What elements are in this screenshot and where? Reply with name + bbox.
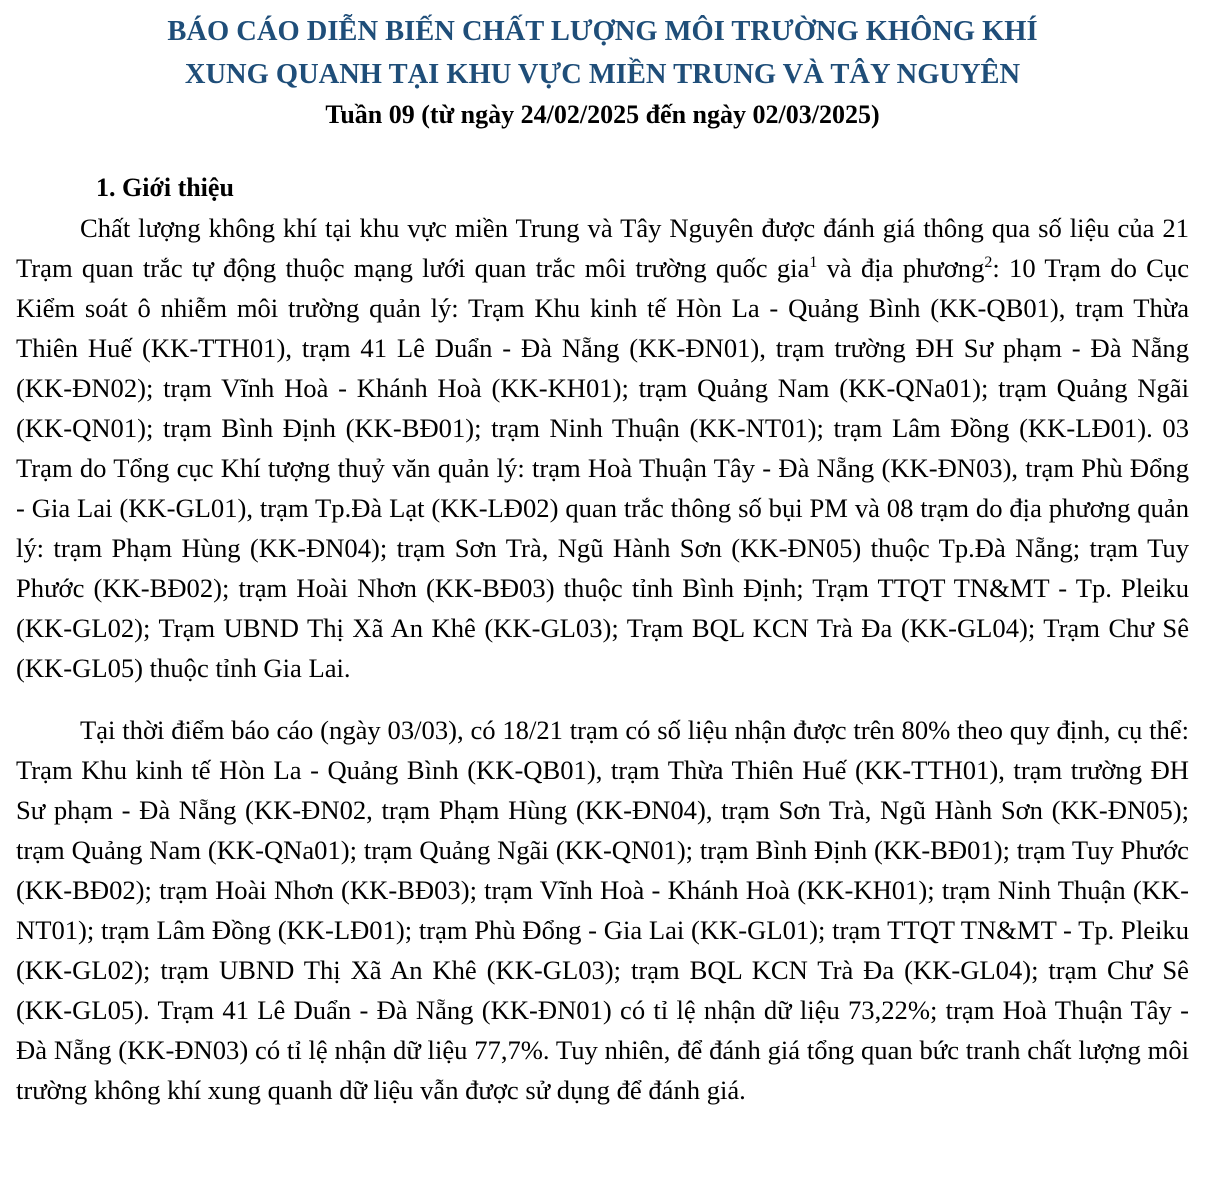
status-paragraph: Tại thời điểm báo cáo (ngày 03/03), có 18/21 trạm có số liệu nhận được trên 80% theo quy định, cụ thể: Trạm Khu kinh tế Hòn La - Quảng Bình (KK-QB01), trạm Thừa Thiên Huế (KK-TTH01), trạm trường ĐH Sư phạm - Đà Nẵng (KK-ĐN02, trạm Phạm Hùng (KK-ĐN04), trạm Sơn Trà, Ngũ Hành Sơn (KK-ĐN05); trạm Quảng Nam (KK-QNa01); trạm Quảng Ngãi (KK-QN01); trạm Bình Định (KK-BĐ01); trạm Tuy Phước (KK-BĐ02); trạm Hoài Nhơn (KK-BĐ03); trạm Vĩnh Hoà - Khánh Hoà (KK-KH01); trạm Ninh Thuận (KK-NT01); trạm Lâm Đồng (KK-LĐ01); trạm Phù Đổng - Gia Lai (KK-GL01); trạm TTQT TN&MT - Tp. Pleiku (KK-GL02); trạm UBND Thị Xã An Khê (KK-GL03); trạm BQL KCN Trà Đa (KK-GL04); trạm Chư Sê (KK-GL05). Trạm 41 Lê Duẩn - Đà Nẵng (KK-ĐN01) có tỉ lệ nhận dữ liệu 73,22%; trạm Hoà Thuận Tây - Đà Nẵng (KK-ĐN03) có tỉ lệ nhận dữ liệu 77,7%. Tuy nhiên, để đánh giá tổng quan bức tranh chất lượng môi trường không khí xung quanh dữ liệu vẫn được sử dụng để đánh giá. xyxy=(16,715,1189,1105)
intro-text-part-1: Chất lượng không khí tại khu vực miền Trung và Tây Nguyên được đánh giá thông qua số liệu của 21 Trạm quan trắc tự động thuộc mạng lưới quan trắc môi trường quốc gia xyxy=(16,213,1189,283)
report-title xyxy=(16,10,1189,96)
intro-text-part-3: : 10 Trạm do Cục Kiểm soát ô nhiễm môi trường quản lý: Trạm Khu kinh tế Hòn La - Quảng Bình (KK-QB01), trạm Thừa Thiên Huế (KK-TTH01), trạm 41 Lê Duẩn - Đà Nẵng (KK-ĐN01), trạm trường ĐH Sư phạm - Đà Nẵng (KK-ĐN02); trạm Vĩnh Hoà - Khánh Hoà (KK-KH01); trạm Quảng Nam (KK-QNa01); trạm Quảng Ngãi (KK-QN01); trạm Bình Định (KK-BĐ01); trạm Ninh Thuận (KK-NT01); trạm Lâm Đồng (KK-LĐ01). 03 Trạm do Tổng cục Khí tượng thuỷ văn quản lý: trạm Hoà Thuận Tây - Đà Nẵng (KK-ĐN03), trạm Phù Đổng - Gia Lai (KK-GL01), trạm Tp.Đà Lạt (KK-LĐ02) quan trắc thông số bụi PM và 08 trạm do địa phương quản lý: trạm Phạm Hùng (KK-ĐN04); trạm Sơn Trà, Ngũ Hành Sơn (KK-ĐN05) thuộc Tp.Đà Nẵng; trạm Tuy Phước (KK-BĐ02); trạm Hoài Nhơn (KK-BĐ03) thuộc tỉnh Bình Định; Trạm TTQT TN&MT - Tp. Pleiku (KK-GL02); Trạm UBND Thị Xã An Khê (KK-GL03); Trạm BQL KCN Trà Đa (KK-GL04); Trạm Chư Sê (KK-GL05) thuộc tỉnh Gia Lai. xyxy=(16,253,1190,683)
report-title-line-1: BÁO CÁO DIỄN BIẾN CHẤT LƯỢNG MÔI TRƯỜNG KHÔNG KHÍ xyxy=(167,16,1038,47)
footnote-ref-2[interactable]: 2 xyxy=(984,254,993,271)
report-title-line-2: XUNG QUANH TẠI KHU VỰC MIỀN TRUNG VÀ TÂY NGUYÊN xyxy=(184,59,1021,90)
intro-text-part-2: và địa phương xyxy=(817,253,985,283)
report-subtitle: Tuần 09 (từ ngày 24/02/2025 đến ngày 02/03/2025) xyxy=(325,100,880,129)
section-heading: 1. Giới thiệu xyxy=(96,173,234,202)
footnote-ref-1[interactable]: 1 xyxy=(809,254,818,271)
intro-paragraph xyxy=(16,208,1189,688)
